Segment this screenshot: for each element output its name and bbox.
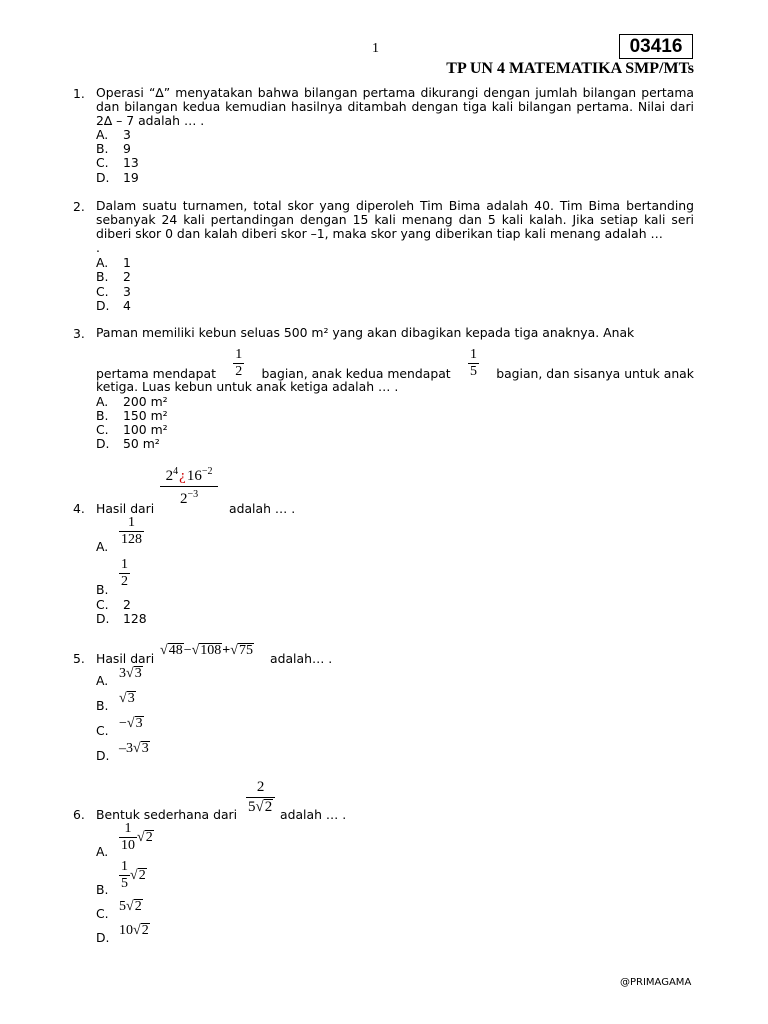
option-value: 128 <box>123 611 147 626</box>
sqrt-term: √2 <box>255 799 273 815</box>
option-a <box>96 395 168 409</box>
question-text: Operasi “∆” menyatakan bahwa bilangan pertama dikurangi dengan jumlah bilangan pertama dan bilangan kedua kemudian hasilnya ditambah dengan tiga kali bilangan pertama. Nilai dari 2∆ – 7 adalah … . <box>96 85 694 128</box>
sqrt-term: √3 <box>119 691 135 706</box>
option-letter: B. <box>96 408 109 423</box>
option-letter: B. <box>96 698 109 713</box>
option-letter: C. <box>96 155 109 170</box>
denominator: 10 <box>121 838 135 853</box>
question-number: 6. <box>73 807 85 822</box>
radicand: 3 <box>127 691 135 706</box>
radicand: 75 <box>238 643 253 658</box>
option-letter: B. <box>96 882 109 897</box>
option-letter: D. <box>96 298 110 313</box>
question-number: 1. <box>73 86 85 101</box>
option-c-value <box>119 716 144 732</box>
option-value: 4 <box>123 298 131 313</box>
numerator: 1 <box>121 859 128 874</box>
option-value: 19 <box>123 170 139 185</box>
option-letter: A. <box>96 539 109 554</box>
option-d <box>96 171 139 185</box>
text-part: bagian, anak kedua mendapat <box>261 366 451 381</box>
radicand: 2 <box>145 829 153 845</box>
radicand: 2 <box>141 923 149 938</box>
question-line-1: Paman memiliki kebun seluas 500 m² yang akan dibagikan kepada tiga anaknya. Anak <box>96 325 635 340</box>
option-a <box>96 128 131 142</box>
question-suffix: adalah … . <box>229 501 296 516</box>
option-letter: A. <box>96 844 109 859</box>
text-part: bagian, dan sisanya untuk anak <box>496 366 694 381</box>
question-number: 2. <box>73 199 85 214</box>
document-code: 03416 <box>619 34 693 59</box>
question-number: 5. <box>73 651 85 666</box>
coefficient: 5 <box>248 799 256 815</box>
numerator: 1 <box>124 821 132 836</box>
base: 16 <box>186 468 202 484</box>
coefficient: 10 <box>119 923 133 938</box>
option-a-value <box>119 821 154 854</box>
option-c <box>96 423 168 437</box>
option-value: 3 <box>123 127 131 142</box>
sqrt-term: √2 <box>126 899 142 914</box>
coefficient: − <box>119 716 127 731</box>
sqrt-term: √75 <box>230 643 253 658</box>
numerator <box>164 466 215 486</box>
option-d <box>96 299 131 313</box>
denominator <box>160 486 218 509</box>
denominator: 2 <box>235 364 243 379</box>
option-letter: B. <box>96 582 109 597</box>
option-c-value <box>119 899 143 915</box>
option-letter: D. <box>96 436 110 451</box>
page-number: 1 <box>372 41 379 56</box>
page-title: TP UN 4 MATEMATIKA SMP/MTs <box>446 60 694 77</box>
option-letter: C. <box>96 422 109 437</box>
footer-watermark: @PRIMAGAMA <box>620 977 692 988</box>
sqrt-term: √2 <box>133 923 149 938</box>
option-value: 50 m² <box>123 436 160 451</box>
exponent: 4 <box>173 466 179 477</box>
denominator: 128 <box>121 532 142 547</box>
radicand: 2 <box>138 867 146 883</box>
option-b-value <box>119 859 147 892</box>
option-value: 3 <box>123 284 131 299</box>
question-text <box>96 199 694 255</box>
fraction <box>233 347 244 380</box>
option-value: 2 <box>123 597 131 612</box>
question-suffix: adalah … . <box>280 807 347 822</box>
denominator: 5 <box>469 364 477 379</box>
sqrt-term: √2 <box>137 829 153 845</box>
option-letter: A. <box>96 673 109 688</box>
option-letter: C. <box>96 906 109 921</box>
question-prefix: Bentuk sederhana dari <box>96 807 238 822</box>
question-text-tail: . <box>96 240 100 255</box>
radicand: 3 <box>141 741 149 756</box>
option-b <box>96 142 131 156</box>
question-line-3: ketiga. Luas kebun untuk anak ketiga adalah … . <box>96 379 399 394</box>
operator: + <box>222 643 231 658</box>
radicand: 48 <box>168 643 183 658</box>
option-a-fraction <box>119 515 144 548</box>
option-letter: B. <box>96 141 109 156</box>
text-part: pertama mendapat <box>96 366 216 381</box>
question-text-main: Dalam suatu turnamen, total skor yang diperoleh Tim Bima adalah 40. Tim Bima bertanding sebanyak 24 kali pertandingan dengan 15 kali menang dan 5 kali kalah. Jika setiap kali seri diberi skor 0 dan kalah diberi skor –1, maka skor yang diberikan tiap kali menang adalah … <box>96 198 694 241</box>
option-value: 9 <box>123 141 131 156</box>
question-prefix: Hasil dari <box>96 501 155 516</box>
sqrt-term: √3 <box>126 666 142 681</box>
operator: − <box>183 643 192 658</box>
fraction <box>468 347 479 380</box>
option-letter: A. <box>96 394 109 409</box>
option-letter: B. <box>96 269 109 284</box>
question-prefix: Hasil dari <box>96 651 155 666</box>
sqrt-term: √48 <box>160 643 183 658</box>
coefficient: 5 <box>119 899 126 914</box>
option-b <box>96 409 168 423</box>
sqrt-term: √3 <box>126 716 143 731</box>
option-letter: C. <box>96 723 109 738</box>
option-d-value <box>119 923 150 939</box>
question-number: 4. <box>73 501 85 516</box>
option-c <box>96 285 131 299</box>
numerator: 1 <box>469 347 477 362</box>
option-value: 13 <box>123 155 139 170</box>
numerator: 2 <box>256 779 265 795</box>
sqrt-term: √108 <box>191 643 222 658</box>
exponent-expression <box>160 466 218 509</box>
option-b-fraction <box>119 557 130 590</box>
option-value: 1 <box>123 255 131 270</box>
option-value: 200 m² <box>123 394 168 409</box>
sqrt-term: √3 <box>133 741 149 756</box>
question-fraction <box>246 778 275 817</box>
question-number: 3. <box>73 326 85 341</box>
denominator: 5 <box>121 876 128 891</box>
option-value: 100 m² <box>123 422 168 437</box>
radicand: 2 <box>134 899 142 914</box>
option-d <box>96 612 147 626</box>
option-d <box>96 437 160 451</box>
exponent: −3 <box>187 489 199 500</box>
denominator: 2 <box>121 574 128 589</box>
option-c <box>96 156 139 170</box>
option-letter: D. <box>96 930 110 945</box>
option-d-value <box>119 741 150 757</box>
numerator: 1 <box>235 347 243 362</box>
radicand: 3 <box>135 716 143 731</box>
option-letter: D. <box>96 170 110 185</box>
option-letter: C. <box>96 284 109 299</box>
denominator <box>246 797 275 817</box>
radicand: 108 <box>200 643 222 658</box>
fraction <box>119 821 137 854</box>
option-b-value <box>119 691 136 707</box>
option-letter: C. <box>96 597 109 612</box>
option-c <box>96 598 131 612</box>
option-value: 2 <box>123 269 131 284</box>
radicand: 3 <box>134 666 142 681</box>
numerator: 1 <box>121 557 128 572</box>
option-letter: D. <box>96 611 110 626</box>
radical-expression <box>160 643 254 659</box>
option-letter: D. <box>96 748 110 763</box>
fraction <box>119 859 130 892</box>
coefficient: –3 <box>119 741 133 756</box>
option-letter: A. <box>96 127 109 142</box>
exponent: −2 <box>201 466 213 477</box>
option-a-value <box>119 666 143 682</box>
sqrt-term: √2 <box>130 867 146 883</box>
base: 2 <box>180 491 188 507</box>
option-letter: A. <box>96 255 109 270</box>
option-a <box>96 256 131 270</box>
numerator: 1 <box>128 515 135 530</box>
option-b <box>96 270 131 284</box>
coefficient: 3 <box>119 666 126 681</box>
option-value: 150 m² <box>123 408 168 423</box>
question-suffix: adalah… . <box>270 651 333 666</box>
radicand: 2 <box>264 799 273 815</box>
base: 2 <box>165 468 174 484</box>
operator: ¿ <box>179 468 186 484</box>
